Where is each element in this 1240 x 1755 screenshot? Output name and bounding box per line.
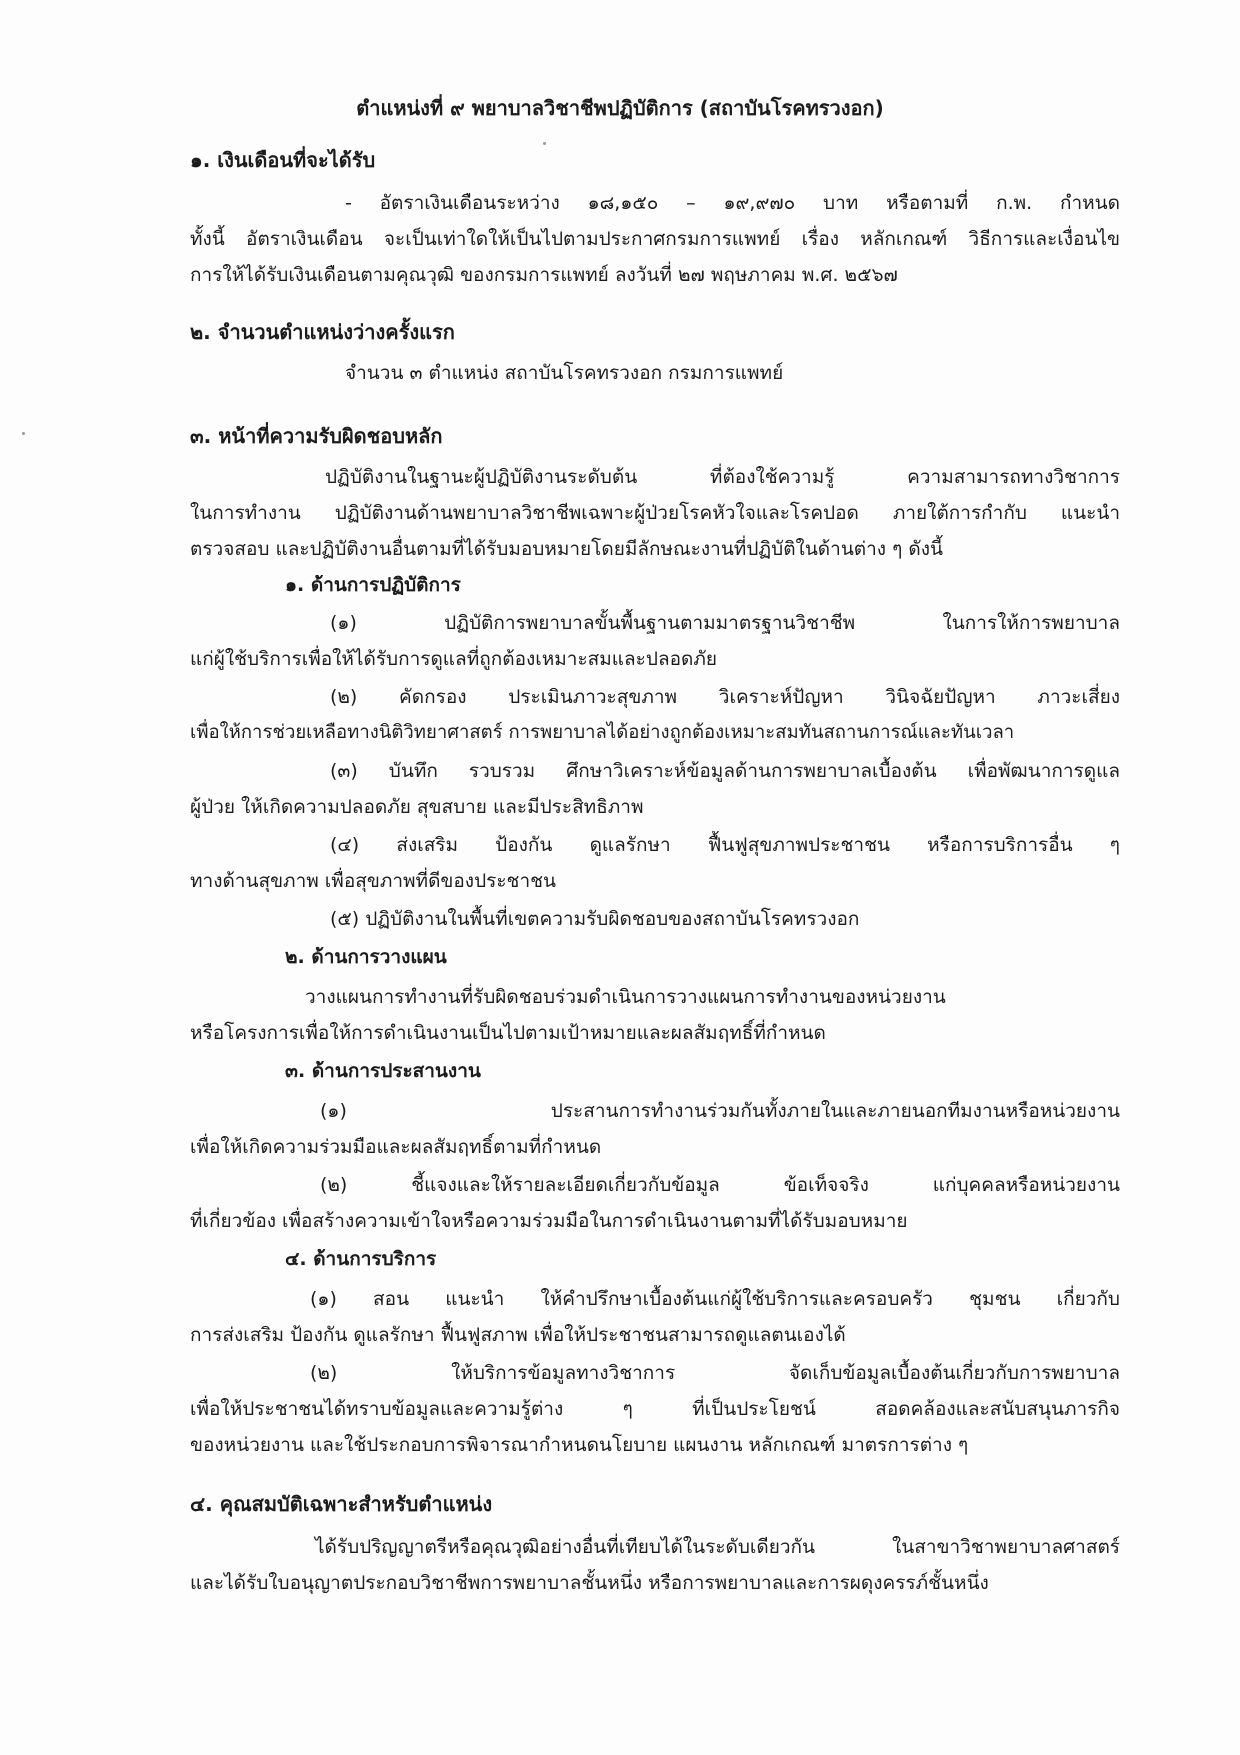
scan-speck (543, 142, 546, 145)
scan-speck (22, 432, 25, 435)
subsection-heading-planning: ๒. ด้านการวางแผน (285, 946, 447, 968)
duties-intro-line: ตรวจสอบ และปฏิบัติงานอื่นตามที่ได้รับมอบหมายโดยมีลักษณะงานที่ปฏิบัติในด้านต่าง ๆ ดังนี้ (190, 538, 943, 560)
duty-item: (๑) ประสานการทำงานร่วมกันทั้งภายในและภายนอกทีมงานหรือหน่วยงาน (320, 1100, 1120, 1122)
section-heading-vacancies: ๒. จำนวนตำแหน่งว่างครั้งแรก (190, 320, 455, 344)
duty-item-continuation: ผู้ป่วย ให้เกิดความปลอดภัย สุขสบาย และมีประสิทธิภาพ (190, 796, 644, 818)
duty-item: (๕) ปฏิบัติงานในพื้นที่เขตความรับผิดชอบของสถาบันโรคทรวงอก (330, 908, 860, 930)
duty-item: (๓) บันทึก รวบรวม ศึกษาวิเคราะห์ข้อมูลด้านการพยาบาลเบื้องต้น เพื่อพัฒนาการดูแล (330, 760, 1120, 782)
vacancies-line: จำนวน ๓ ตำแหน่ง สถาบันโรคทรวงอก กรมการแพทย์ (345, 362, 784, 384)
page-title: ตำแหน่งที่ ๙ พยาบาลวิชาชีพปฏิบัติการ (สถาบันโรคทรวงอก) (356, 96, 884, 120)
duties-intro-line: ปฏิบัติงานในฐานะผู้ปฏิบัติงานระดับต้น ที่ต้องใช้ความรู้ ความสามารถทางวิชาการ (325, 466, 1120, 488)
section-heading-qualifications: ๔. คุณสมบัติเฉพาะสำหรับตำแหน่ง (190, 1492, 493, 1516)
duty-item-continuation: ที่เกี่ยวข้อง เพื่อสร้างความเข้าใจหรือความร่วมมือในการดำเนินงานตามที่ได้รับมอบหมาย (190, 1210, 908, 1232)
qualification-line: ได้รับปริญญาตรีหรือคุณวุฒิอย่างอื่นที่เทียบได้ในระดับเดียวกัน ในสาขาวิชาพยาบาลศาสตร์ (315, 1536, 1120, 1558)
duty-item-continuation: การส่งเสริม ป้องกัน ดูแลรักษา ฟื้นฟูสภาพ เพื่อให้ประชาชนสามารถดูแลตนเองได้ (190, 1324, 846, 1346)
salary-note-line: การให้ได้รับเงินเดือนตามคุณวุฒิ ของกรมการแพทย์ ลงวันที่ ๒๗ พฤษภาคม พ.ศ. ๒๕๖๗ (190, 264, 898, 286)
duties-intro-line: ในการทำงาน ปฏิบัติงานด้านพยาบาลวิชาชีพเฉพาะผู้ป่วยโรคหัวใจและโรคปอด ภายใต้การกำกับ แนะนำ (190, 502, 1120, 524)
section-heading-duties: ๓. หน้าที่ความรับผิดชอบหลัก (190, 424, 443, 448)
duty-item-continuation: แก่ผู้ใช้บริการเพื่อให้ได้รับการดูแลที่ถูกต้องเหมาะสมและปลอดภัย (190, 648, 717, 670)
duty-item-continuation: เพื่อให้ประชาชนได้ทราบข้อมูลและความรู้ต่าง ๆ ที่เป็นประโยชน์ สอดคล้องและสนับสนุนภารกิจ (190, 1398, 1120, 1420)
qualification-line: และได้รับใบอนุญาตประกอบวิชาชีพการพยาบาลชั้นหนึ่ง หรือการพยาบาลและการผดุงครรภ์ชั้นหนึ่ง (190, 1572, 989, 1594)
planning-line: หรือโครงการเพื่อให้การดำเนินงานเป็นไปตามเป้าหมายและผลสัมฤทธิ์ที่กำหนด (190, 1022, 826, 1044)
duty-item-continuation: เพื่อให้เกิดความร่วมมือและผลสัมฤทธิ์ตามที่กำหนด (190, 1136, 602, 1158)
subsection-heading-operations: ๑. ด้านการปฏิบัติการ (285, 574, 461, 596)
duty-item: (๒) ชี้แจงและให้รายละเอียดเกี่ยวกับข้อมูล ข้อเท็จจริง แก่บุคคลหรือหน่วยงาน (320, 1174, 1120, 1196)
duty-item: (๒) ให้บริการข้อมูลทางวิชาการ จัดเก็บข้อมูลเบื้องต้นเกี่ยวกับการพยาบาล (310, 1362, 1120, 1384)
planning-line: วางแผนการทำงานที่รับผิดชอบร่วมดำเนินการวางแผนการทำงานของหน่วยงาน (305, 986, 946, 1008)
subsection-heading-service: ๔. ด้านการบริการ (285, 1248, 437, 1270)
salary-note-line: ทั้งนี้ อัตราเงินเดือน จะเป็นเท่าใดให้เป็นไปตามประกาศกรมการแพทย์ เรื่อง หลักเกณฑ์ วิธีการและเงื่อนไข (190, 228, 1120, 250)
duty-item-continuation: ของหน่วยงาน และใช้ประกอบการพิจารณากำหนดนโยบาย แผนงาน หลักเกณฑ์ มาตรการต่าง ๆ (190, 1434, 969, 1456)
duty-item: (๑) สอน แนะนำ ให้คำปรึกษาเบื้องต้นแก่ผู้ใช้บริการและครอบครัว ชุมชน เกี่ยวกับ (310, 1288, 1120, 1310)
duty-item: (๒) คัดกรอง ประเมินภาวะสุขภาพ วิเคราะห์ปัญหา วินิจฉัยปัญหา ภาวะเสี่ยง (330, 686, 1120, 708)
subsection-heading-coordination: ๓. ด้านการประสานงาน (285, 1060, 481, 1082)
duty-item: (๔) ส่งเสริม ป้องกัน ดูแลรักษา ฟื้นฟูสุขภาพประชาชน หรือการบริการอื่น ๆ (330, 834, 1120, 856)
duty-item: (๑) ปฏิบัติการพยาบาลขั้นพื้นฐานตามมาตรฐานวิชาชีพ ในการให้การพยาบาล (330, 612, 1120, 634)
section-heading-salary: ๑. เงินเดือนที่จะได้รับ (190, 148, 376, 172)
duty-item-continuation: เพื่อให้การช่วยเหลือทางนิติวิทยาศาสตร์ การพยาบาลได้อย่างถูกต้องเหมาะสมทันสถานการณ์และทันเวลา (190, 722, 1015, 743)
salary-range-line: - อัตราเงินเดือนระหว่าง ๑๘,๑๕๐ – ๑๙,๙๗๐ บาท หรือตามที่ ก.พ. กำหนด (345, 192, 1120, 214)
duty-item-continuation: ทางด้านสุขภาพ เพื่อสุขภาพที่ดีของประชาชน (190, 870, 557, 892)
